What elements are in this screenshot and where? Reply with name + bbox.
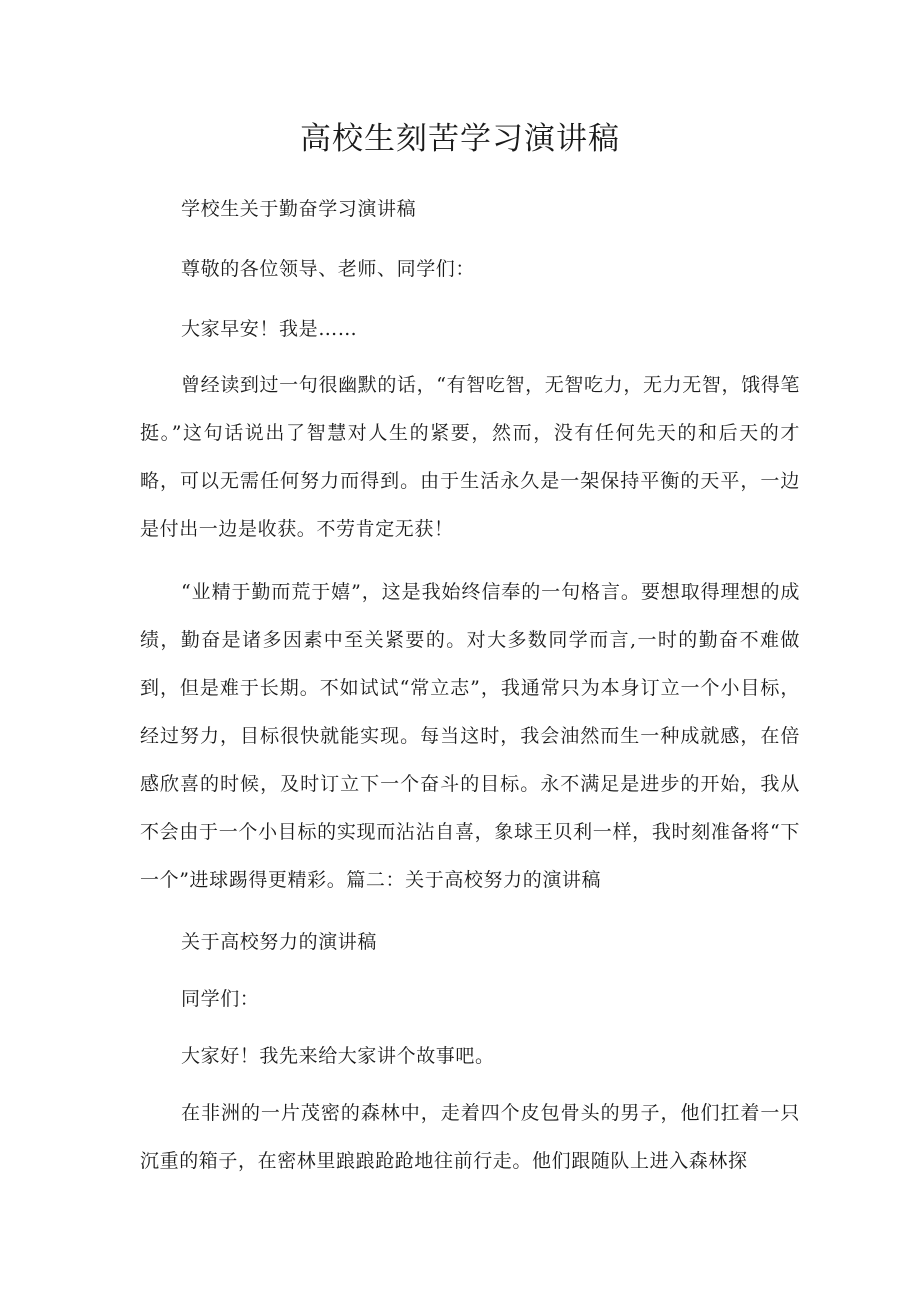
body-paragraph-2: “业精于勤而荒于嬉”，这是我始终信奉的一句格言。要想取得理想的成绩，勤奋是诸多因素中至关紧要的。对大多数同学而言,一时的勤奋不难做到，但是难于长期。不如试试“常立志”，我通常只为本身订立一个小目标，经过努力，目标很快就能实现。每当这时，我会油然而生一种成就感，在倍感欣喜的时候，及时订立下一个奋斗的目标。永不满足是进步的开始，我从不会由于一个小目标的实现而沾沾自喜，象球王贝利一样，我时刻准备将“下一个”进球踢得更精彩。篇二：关于高校努力的演讲稿 xyxy=(140,581,800,891)
body-paragraph-1: 曾经读到过一句很幽默的话，“有智吃智，无智吃力，无力无智，饿得笔挺。”这句话说出了智慧对人生的紧要，然而，没有任何先天的和后天的才略，可以无需任何努力而得到。由于生活永久是一架保持平衡的天平，一边是付出一边是收获。不劳肯定无获！ xyxy=(140,374,800,540)
section-salutation-paragraph: 同学们： xyxy=(181,988,260,1010)
section-heading-paragraph: 关于高校努力的演讲稿 xyxy=(181,931,378,953)
subtitle-paragraph: 学校生关于勤奋学习演讲稿 xyxy=(181,198,417,220)
section-greeting-paragraph: 大家好！我先来给大家讲个故事吧。 xyxy=(181,1045,495,1067)
greeting-paragraph: 大家早安！我是…… xyxy=(181,318,358,340)
salutation-paragraph: 尊敬的各位领导、老师、同学们： xyxy=(181,258,476,280)
document-title: 高校生刻苦学习演讲稿 xyxy=(300,121,620,157)
story-paragraph: 在非洲的一片茂密的森林中，走着四个皮包骨头的男子，他们扛着一只沉重的箱子，在密林里踉踉跄跄地往前行走。他们跟随队上进入森林探 xyxy=(140,1102,800,1172)
